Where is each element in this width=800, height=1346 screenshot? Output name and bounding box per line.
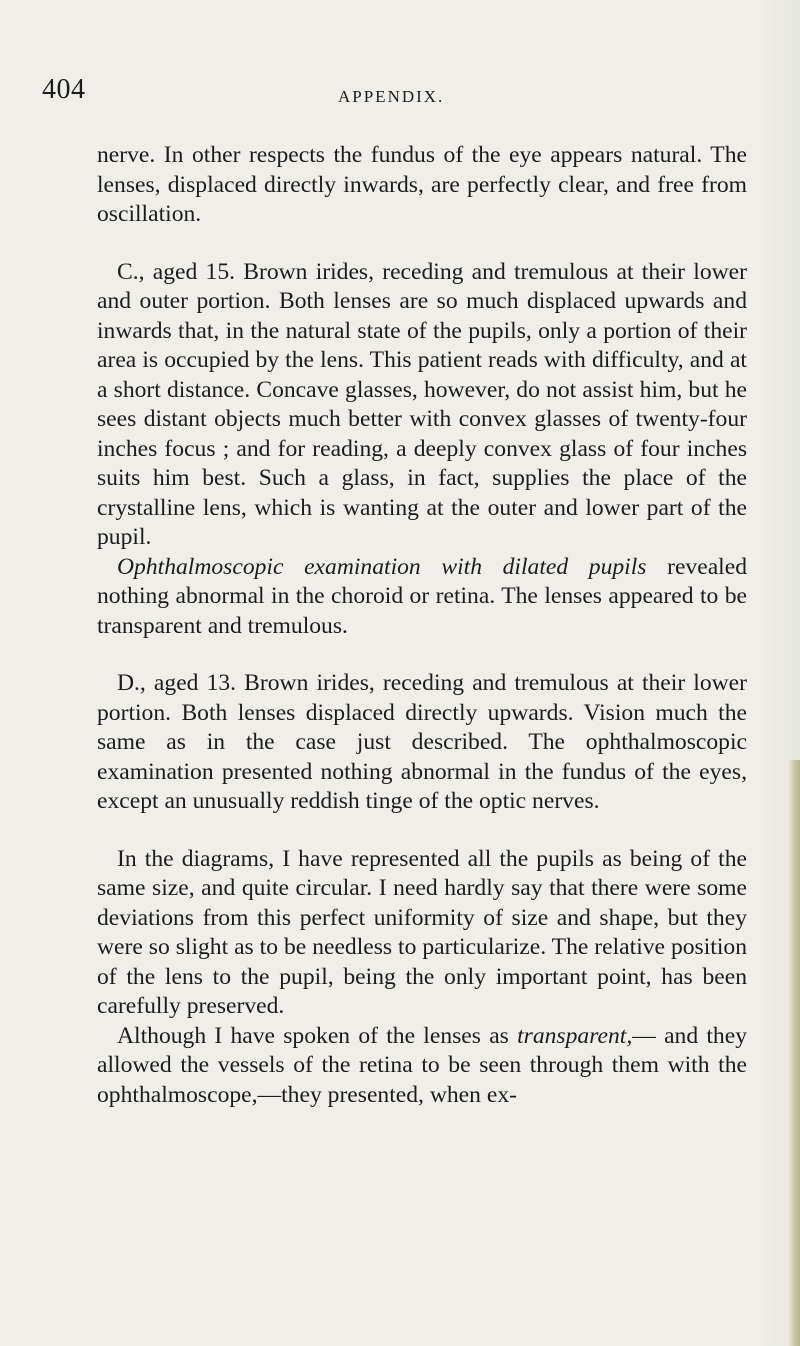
paragraph-text-before: Although I have spoken of the lenses as — [117, 1022, 518, 1049]
paragraph-text: revealed nothing abnormal in the choroid or retina. The lenses appeared to be transparent and tremulous. — [97, 553, 747, 639]
running-head: APPENDIX. — [338, 87, 445, 106]
paragraph-continuation — [97, 141, 747, 230]
paragraph-ophthalmoscopic-examination — [97, 553, 747, 642]
italic-phrase: Ophthalmoscopic examination with dilated pupils — [117, 553, 647, 580]
paragraph-text: nerve. In other respects the fundus of the eye appears natural. The lenses, displaced directly inwards, are perfectly clear, and free from oscillation. — [97, 142, 747, 227]
paragraph-text-after: — and they allowed the vessels of the retina to be seen through them with the ophthalmoscope,—they presented, when ex- — [97, 1022, 747, 1108]
page-number: 404 — [42, 74, 86, 105]
body-text — [97, 141, 747, 1110]
page-edge-discoloration — [788, 760, 800, 1346]
paragraph-text: C., aged 15. Brown irides, receding and tremulous at their lower and outer portion. Both lenses are so much displaced upwards and inwards that, in the natural state of the pupils, only a portion of their area is occupied by the lens. This patient reads with difficulty, and at a short distance. Concave glasses, however, do not assist him, but he sees distant objects much better with convex glasses of twenty-four inches focus ; and for reading, a deeply convex glass of four inches suits him best. Such a glass, in fact, supplies the place of the crystalline lens, which is wanting at the outer and lower part of the pupil. — [97, 258, 747, 550]
paragraph-case-c — [97, 258, 747, 553]
paragraph-case-d — [97, 669, 747, 817]
paragraph-diagrams — [97, 845, 747, 1022]
paragraph-text: D., aged 13. Brown irides, receding and tremulous at their lower portion. Both lenses displaced directly upwards. Vision much the same as in the case just described. The ophthalmoscopic examination presented nothing abnormal in the fundus of the eyes, except an unusually reddish tinge of the optic nerves. — [97, 670, 747, 814]
paragraph-text: In the diagrams, I have represented all the pupils as being of the same size, and quite circular. I need hardly say that there were some deviations from this perfect uniformity of size and shape, but they were so slight as to be needless to particularize. The relative position of the lens to the pupil, being the only important point, has been carefully preserved. — [97, 845, 747, 1019]
paragraph-transparent-lenses — [97, 1022, 747, 1111]
italic-word: transparent, — [517, 1022, 633, 1049]
page-header — [42, 76, 762, 116]
